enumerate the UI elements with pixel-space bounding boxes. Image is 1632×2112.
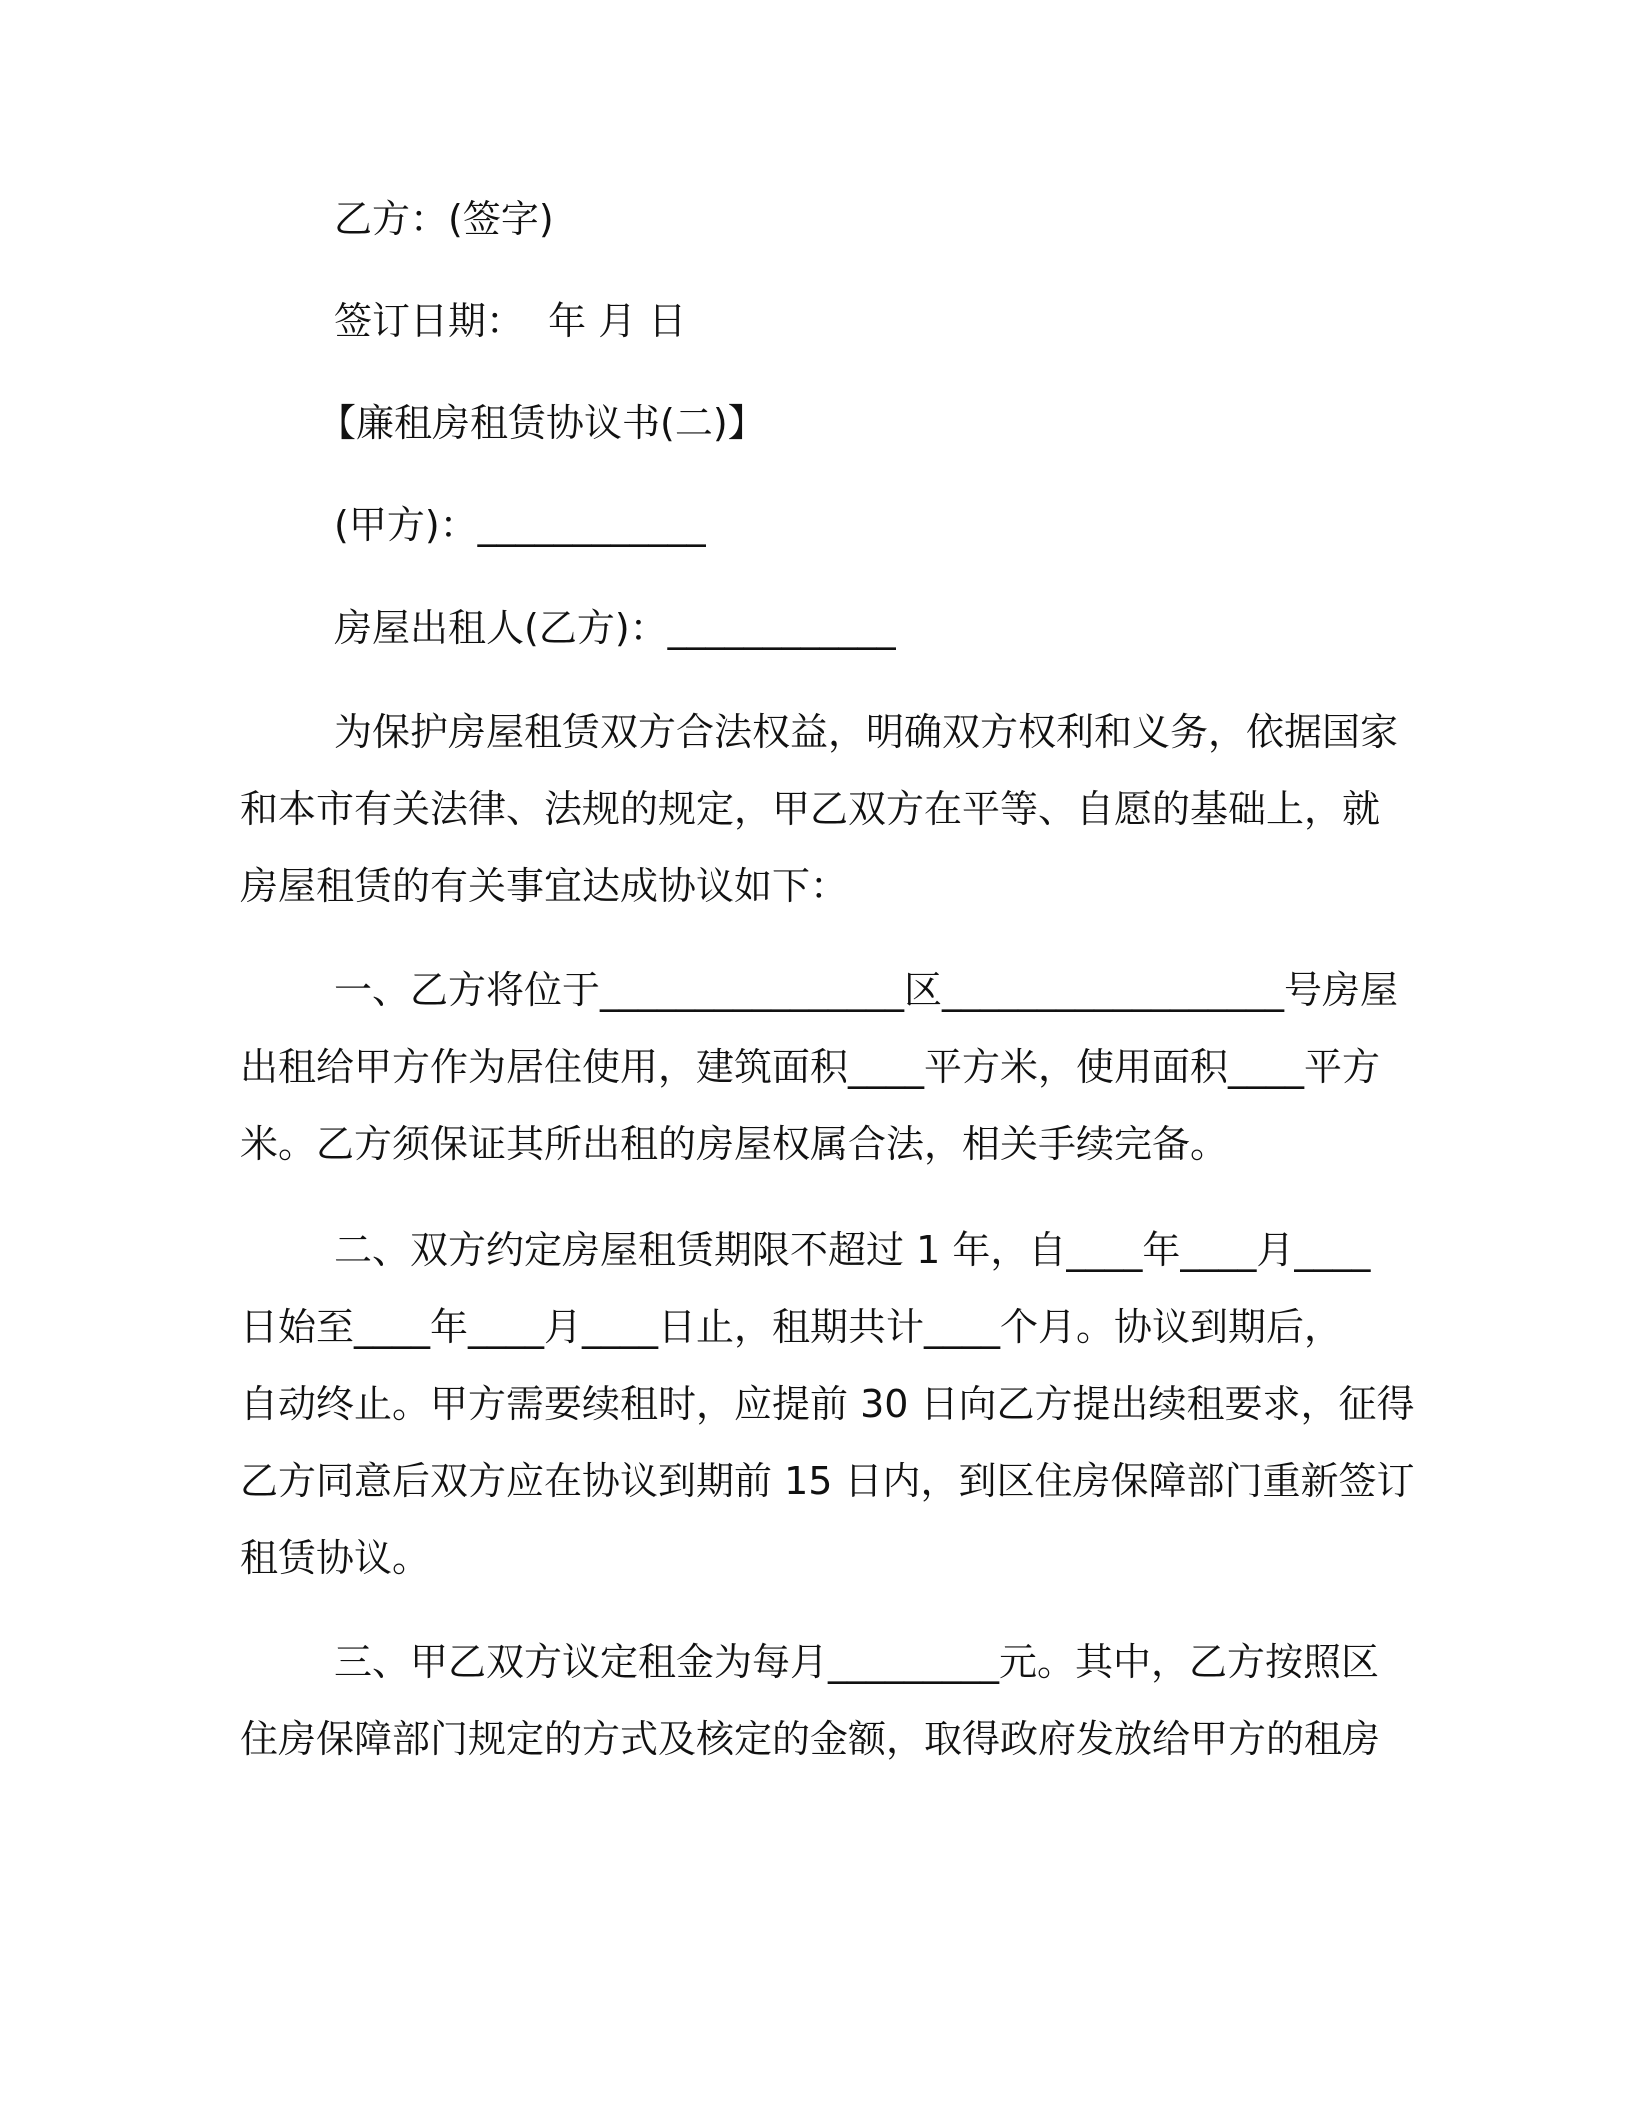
- party-b-signature: 乙方：(签字): [334, 197, 554, 241]
- document-title: 【廉租房租赁协议书(二)】: [318, 401, 766, 445]
- party-a-field: (甲方)：____________: [334, 503, 706, 547]
- clause1-line: 出租给甲方作为居住使用，建筑面积____平方米，使用面积____平方: [240, 1045, 1381, 1089]
- clause1-line: 米。乙方须保证其所出租的房屋权属合法，相关手续完备。: [240, 1122, 1229, 1166]
- clause2-line: 二、双方约定房屋租赁期限不超过 1 年，自____年____月____: [334, 1228, 1371, 1272]
- intro-line: 房屋租赁的有关事宜达成协议如下：: [240, 864, 849, 908]
- clause1-line: 一、乙方将位于________________区__________________号房屋: [334, 968, 1399, 1012]
- intro-line: 为保护房屋租赁双方合法权益，明确双方权利和义务，依据国家: [334, 710, 1399, 754]
- clause2-line: 乙方同意后双方应在协议到期前 15 日内，到区住房保障部门重新签订: [240, 1459, 1415, 1503]
- signing-date: 签订日期： 年 月 日: [334, 299, 687, 343]
- clause2-line: 租赁协议。: [240, 1536, 431, 1580]
- intro-line: 和本市有关法律、法规的规定，甲乙双方在平等、自愿的基础上，就: [240, 787, 1381, 831]
- clause2-line: 日始至____年____月____日止，租期共计____个月。协议到期后，: [240, 1305, 1343, 1349]
- clause3-line: 三、甲乙双方议定租金为每月_________元。其中，乙方按照区: [334, 1640, 1380, 1684]
- clause3-line: 住房保障部门规定的方式及核定的金额，取得政府发放给甲方的租房: [240, 1717, 1381, 1761]
- clause2-line: 自动终止。甲方需要续租时，应提前 30 日向乙方提出续租要求，征得: [240, 1382, 1415, 1426]
- landlord-field: 房屋出租人(乙方)：____________: [334, 606, 896, 650]
